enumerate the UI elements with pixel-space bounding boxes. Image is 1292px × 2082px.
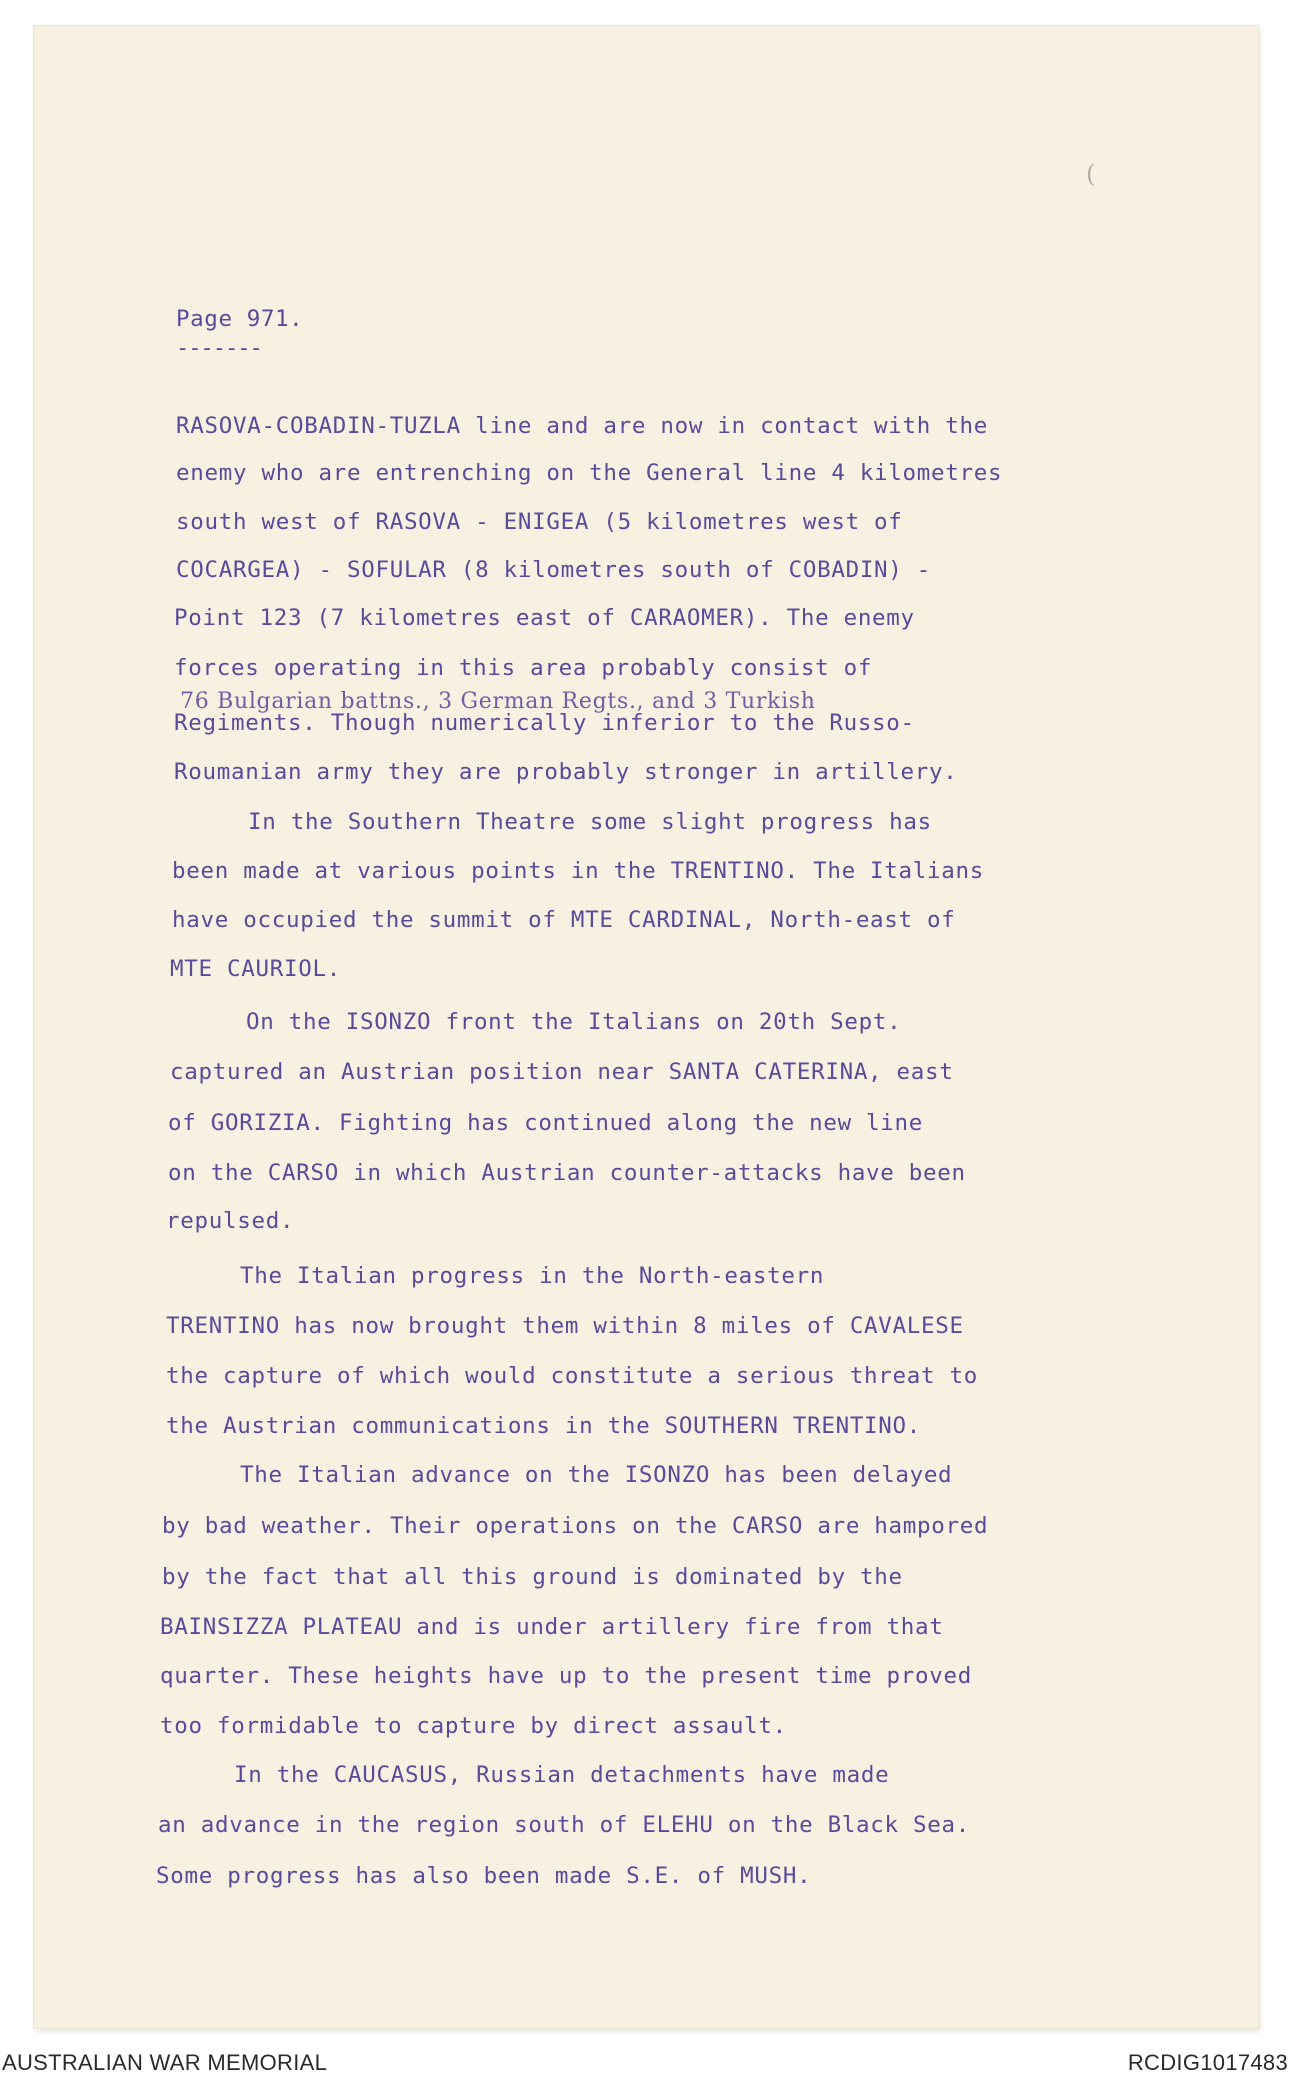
text-line: of GORIZIA. Fighting has continued along the new line bbox=[168, 1110, 924, 1136]
archive-reference: RCDIG1017483 bbox=[1127, 2050, 1288, 2075]
page-number-underline: ------- bbox=[176, 336, 262, 361]
text-line: In the Southern Theatre some slight progress has bbox=[248, 809, 932, 835]
text-line: Some progress has also been made S.E. of MUSH. bbox=[156, 1863, 812, 1889]
text-line: Regiments. Though numerically inferior to the Russo- bbox=[174, 710, 915, 736]
text-line: captured an Austrian position near SANTA CATERINA, east bbox=[170, 1059, 954, 1085]
overtyped-line: 76 Bulgarian battns., 3 German Regts., and 3 Turkish bbox=[180, 689, 816, 714]
archive-credit: AUSTRALIAN WAR MEMORIAL bbox=[2, 2050, 328, 2075]
text-line: Point 123 (7 kilometres east of CARAOMER). The enemy bbox=[174, 605, 915, 631]
paper-mark: ( bbox=[1086, 160, 1096, 188]
text-line: too formidable to capture by direct assault. bbox=[160, 1713, 787, 1739]
text-line: Roumanian army they are probably stronger in artillery. bbox=[174, 759, 958, 785]
text-line: quarter. These heights have up to the present time proved bbox=[160, 1663, 973, 1689]
text-line: the Austrian communications in the SOUTHERN TRENTINO. bbox=[166, 1413, 922, 1439]
text-line: The Italian progress in the North-eastern bbox=[240, 1263, 825, 1289]
text-line: The Italian advance on the ISONZO has been delayed bbox=[240, 1462, 953, 1488]
page-number: Page 971. bbox=[176, 306, 304, 332]
text-line: the capture of which would constitute a serious threat to bbox=[166, 1363, 979, 1389]
text-line: by the fact that all this ground is dominated by the bbox=[162, 1564, 903, 1590]
text-line: enemy who are entrenching on the General line 4 kilometres bbox=[176, 460, 1003, 486]
text-line: forces operating in this area probably consist of bbox=[174, 655, 873, 681]
text-line: by bad weather. Their operations on the CARSO are hampored bbox=[162, 1513, 989, 1539]
text-line: TRENTINO has now brought them within 8 miles of CAVALESE bbox=[166, 1313, 964, 1339]
text-line: In the CAUCASUS, Russian detachments have made bbox=[234, 1762, 890, 1788]
text-line: south west of RASOVA - ENIGEA (5 kilometres west of bbox=[176, 509, 903, 535]
text-line: RASOVA-COBADIN-TUZLA line and are now in contact with the bbox=[176, 413, 989, 439]
text-line: repulsed. bbox=[166, 1208, 295, 1234]
text-line: been made at various points in the TRENTINO. The Italians bbox=[172, 858, 985, 884]
text-line: MTE CAURIOL. bbox=[170, 956, 341, 982]
text-line: On the ISONZO front the Italians on 20th Sept. bbox=[246, 1009, 902, 1035]
text-line: an advance in the region south of ELEHU on the Black Sea. bbox=[158, 1812, 971, 1838]
text-line: BAINSIZZA PLATEAU and is under artillery fire from that bbox=[160, 1614, 944, 1640]
text-line: on the CARSO in which Austrian counter-attacks have been bbox=[168, 1160, 966, 1186]
text-line: COCARGEA) - SOFULAR (8 kilometres south of COBADIN) - bbox=[176, 557, 932, 583]
text-line: have occupied the summit of MTE CARDINAL, North-east of bbox=[172, 907, 956, 933]
